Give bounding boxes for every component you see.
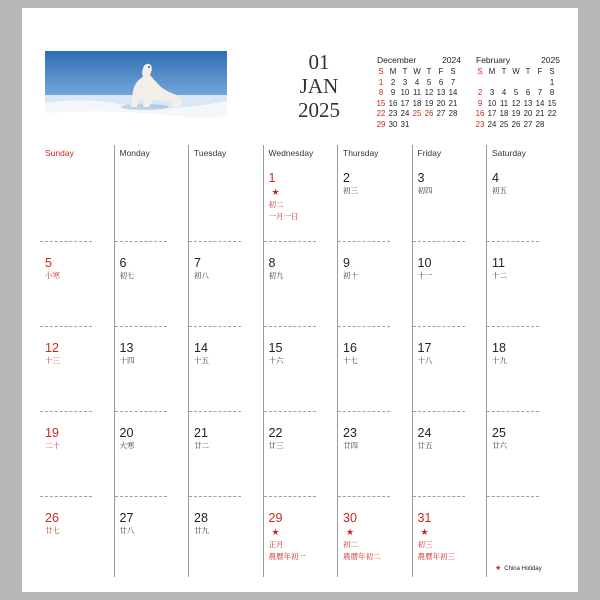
mini-day: 18 — [412, 98, 422, 108]
mini-day: 10 — [400, 88, 410, 98]
mini-day: 12 — [424, 88, 434, 98]
mini-weekday: S — [477, 67, 483, 76]
day-cell — [492, 341, 507, 366]
calendar-page — [22, 8, 578, 592]
day-number: 8 — [268, 256, 276, 270]
mini-day: 7 — [450, 77, 456, 87]
day-cell — [269, 341, 284, 366]
day-number: 9 — [343, 256, 350, 270]
lunar-date: 初七 — [119, 271, 135, 280]
weekday-header: Monday — [119, 148, 150, 158]
week-divider — [115, 326, 167, 327]
day-number-row — [269, 511, 307, 539]
lunar-date: 廿二 — [194, 441, 209, 450]
mini-day: 30 — [388, 119, 398, 129]
lunar-date: 十二 — [492, 271, 507, 280]
mini-day: 8 — [378, 88, 384, 98]
mini-day: 31 — [400, 119, 410, 129]
day-number: 6 — [119, 256, 127, 270]
day-number: 15 — [268, 341, 283, 355]
day-cell — [120, 341, 135, 366]
mini-day: 29 — [376, 119, 386, 129]
week-divider — [115, 241, 167, 242]
mini-day: 5 — [426, 77, 432, 87]
lunar-date: 十三 — [45, 356, 60, 365]
mini-day — [546, 120, 558, 131]
mini-day — [510, 78, 522, 89]
week-divider — [40, 326, 92, 327]
lunar-date: 十四 — [119, 356, 135, 365]
day-number: 1 — [268, 171, 276, 185]
mini-day: 26 — [424, 109, 434, 119]
day-cell — [45, 511, 60, 536]
mini-day: 6 — [438, 77, 444, 87]
lunar-date: 廿六 — [492, 441, 507, 450]
lunar-date: 初二 — [268, 200, 284, 209]
day-cell — [269, 171, 299, 222]
mini-weekday: T — [501, 67, 507, 76]
week-divider — [487, 496, 539, 497]
day-number: 7 — [194, 256, 201, 270]
month-grid — [39, 145, 564, 585]
mini-day: 17 — [400, 98, 410, 108]
day-number: 20 — [119, 426, 134, 440]
holiday-star-icon: ★ — [346, 527, 355, 537]
week-divider — [189, 496, 241, 497]
weekday-header: Wednesday — [268, 148, 314, 158]
day-number: 22 — [268, 426, 283, 440]
day-cell — [45, 256, 60, 281]
mini-day — [498, 78, 510, 89]
mini-weekday: M — [488, 67, 496, 76]
mini-day: 28 — [448, 109, 458, 119]
week-divider — [189, 241, 241, 242]
week-divider — [115, 411, 167, 412]
lunar-date: 十一 — [417, 271, 433, 280]
mini-day: 24 — [487, 119, 497, 129]
mini-day: 26 — [511, 119, 521, 129]
big-month-name: JAN — [299, 74, 339, 98]
lunar-date: 初八 — [194, 271, 209, 280]
day-cell — [269, 256, 284, 281]
day-cell — [418, 256, 433, 281]
mini-day: 16 — [475, 109, 485, 119]
festival-label: 農曆年初二 — [343, 552, 381, 561]
lunar-date: 廿九 — [194, 526, 209, 535]
holiday-star-icon: ★ — [271, 527, 280, 537]
mini-weekday: S — [549, 67, 555, 76]
lunar-date: 初九 — [268, 271, 284, 280]
day-cell — [120, 426, 135, 451]
mini-day: 6 — [525, 88, 531, 98]
mini-month-name: December — [377, 55, 417, 65]
mini-day: 23 — [388, 109, 398, 119]
day-cell — [194, 426, 209, 451]
weekday-header: Saturday — [492, 148, 527, 158]
mini-day: 7 — [537, 88, 543, 98]
week-divider — [338, 496, 390, 497]
mini-day — [486, 78, 498, 89]
day-number: 16 — [343, 341, 357, 355]
day-cell — [418, 426, 433, 451]
day-cell — [343, 511, 381, 562]
legend-label: China Holiday — [504, 566, 542, 572]
week-divider — [487, 241, 539, 242]
lunar-date: 小寒 — [45, 271, 60, 280]
mini-day: 17 — [487, 109, 497, 119]
festival-label: 一月一日 — [268, 212, 299, 221]
week-divider — [413, 411, 465, 412]
week-divider — [338, 411, 390, 412]
legend — [495, 564, 542, 572]
mini-day: 28 — [535, 119, 545, 129]
day-number: 13 — [119, 341, 134, 355]
day-number: 12 — [45, 341, 59, 355]
day-cell — [194, 511, 209, 536]
day-number: 14 — [194, 341, 208, 355]
mini-day: 23 — [475, 119, 485, 129]
mini-day — [447, 120, 459, 131]
week-divider — [338, 326, 390, 327]
day-number: 4 — [492, 171, 499, 185]
lunar-date: 二十 — [45, 441, 60, 450]
festival-label: 農曆年初三 — [417, 552, 455, 561]
mini-day: 5 — [513, 88, 519, 98]
mini-day: 8 — [549, 88, 555, 98]
lunar-date: 正月 — [268, 540, 284, 549]
weekday-header: Friday — [417, 148, 442, 158]
mini-day: 21 — [535, 109, 545, 119]
mini-weekday: F — [438, 67, 444, 76]
mini-day: 24 — [400, 109, 410, 119]
mini-day: 13 — [523, 98, 533, 108]
big-day-number: 01 — [308, 50, 330, 74]
mini-day: 25 — [499, 119, 509, 129]
day-cell — [120, 511, 135, 536]
mini-day: 22 — [547, 109, 557, 119]
week-divider — [40, 241, 92, 242]
day-cell — [492, 426, 507, 451]
day-number: 2 — [343, 171, 350, 185]
mini-day: 19 — [511, 109, 521, 119]
column-divider — [337, 145, 338, 577]
day-cell — [194, 256, 209, 281]
mini-day: 1 — [549, 77, 555, 87]
weekday-header: Thursday — [343, 148, 379, 158]
mini-day: 27 — [436, 109, 446, 119]
week-divider — [40, 411, 92, 412]
lunar-date: 初五 — [492, 186, 507, 195]
day-number: 10 — [417, 256, 432, 270]
lunar-date: 廿八 — [119, 526, 135, 535]
day-number: 18 — [492, 341, 506, 355]
mini-calendar-february — [474, 55, 560, 131]
lunar-date: 初十 — [343, 271, 358, 280]
mini-day: 19 — [424, 98, 434, 108]
column-divider — [114, 145, 115, 577]
mini-day: 11 — [412, 88, 422, 98]
day-cell — [343, 256, 358, 281]
day-number: 30 — [343, 511, 357, 525]
day-number: 3 — [417, 171, 425, 185]
mini-day — [474, 78, 486, 89]
lunar-date: 十九 — [492, 356, 507, 365]
day-number: 29 — [268, 511, 283, 525]
mini-day: 10 — [487, 98, 497, 108]
lunar-date: 廿七 — [45, 526, 60, 535]
mini-weekday: W — [413, 67, 421, 76]
mini-day: 13 — [436, 88, 446, 98]
mini-month-name: February — [476, 55, 511, 65]
polar-bear-photo — [45, 51, 227, 126]
lunar-date: 十六 — [268, 356, 284, 365]
week-divider — [115, 496, 167, 497]
weekday-header: Tuesday — [194, 148, 227, 158]
day-number: 17 — [417, 341, 432, 355]
holiday-star-icon: ★ — [271, 187, 280, 197]
lunar-date: 初三 — [417, 540, 433, 549]
day-number-row — [418, 511, 456, 539]
day-cell — [343, 171, 358, 196]
lunar-date: 初三 — [343, 186, 358, 195]
day-number: 25 — [492, 426, 506, 440]
mini-weekday: M — [389, 67, 397, 76]
day-number: 28 — [194, 511, 208, 525]
month-title — [254, 50, 384, 122]
week-divider — [264, 411, 316, 412]
day-number: 24 — [417, 426, 432, 440]
lunar-date: 大寒 — [119, 441, 135, 450]
week-divider — [413, 241, 465, 242]
mini-day: 22 — [376, 109, 386, 119]
week-divider — [40, 496, 92, 497]
day-cell — [492, 171, 507, 196]
mini-day: 18 — [499, 109, 509, 119]
day-cell — [418, 171, 433, 196]
day-cell — [343, 341, 358, 366]
week-divider — [338, 241, 390, 242]
day-number: 5 — [45, 256, 52, 270]
day-number: 26 — [45, 511, 59, 525]
mini-day: 12 — [511, 98, 521, 108]
mini-day: 3 — [489, 88, 495, 98]
day-number-row — [269, 171, 299, 199]
mini-day: 4 — [501, 88, 507, 98]
day-cell — [418, 511, 456, 562]
mini-day: 9 — [477, 98, 483, 108]
lunar-date: 十八 — [417, 356, 433, 365]
week-divider — [189, 326, 241, 327]
mini-day: 27 — [523, 119, 533, 129]
mini-day: 2 — [477, 88, 483, 98]
day-cell — [492, 256, 507, 281]
day-cell — [120, 256, 135, 281]
holiday-star-icon: ★ — [420, 527, 429, 537]
mini-day: 15 — [376, 98, 386, 108]
mini-day: 16 — [388, 98, 398, 108]
mini-day — [411, 120, 423, 131]
column-divider — [486, 145, 487, 577]
lunar-date: 初二 — [343, 540, 358, 549]
week-divider — [264, 241, 316, 242]
big-year: 2025 — [298, 98, 340, 122]
column-divider — [188, 145, 189, 577]
mini-day: 9 — [390, 88, 396, 98]
column-divider — [412, 145, 413, 577]
lunar-date: 初四 — [417, 186, 433, 195]
mini-day — [534, 78, 546, 89]
day-number: 11 — [492, 256, 505, 270]
lunar-date: 廿五 — [417, 441, 433, 450]
day-cell — [45, 426, 60, 451]
mini-weekday: S — [450, 67, 456, 76]
mini-day: 2 — [390, 77, 396, 87]
column-divider — [263, 145, 264, 577]
week-divider — [487, 411, 539, 412]
week-divider — [413, 326, 465, 327]
mini-day: 21 — [448, 98, 458, 108]
week-divider — [413, 496, 465, 497]
lunar-date: 十七 — [343, 356, 358, 365]
mini-day: 4 — [414, 77, 420, 87]
mini-weekday: T — [426, 67, 432, 76]
day-cell — [269, 426, 284, 451]
mini-weekday: T — [525, 67, 531, 76]
mini-day: 15 — [547, 98, 557, 108]
mini-day: 11 — [499, 98, 509, 108]
day-cell — [269, 511, 307, 562]
day-number: 21 — [194, 426, 208, 440]
day-number: 23 — [343, 426, 357, 440]
lunar-date: 十五 — [194, 356, 209, 365]
mini-day: 25 — [412, 109, 422, 119]
day-number: 27 — [119, 511, 134, 525]
mini-day — [423, 120, 435, 131]
mini-day: 20 — [436, 98, 446, 108]
mini-day: 3 — [402, 77, 408, 87]
lunar-date: 廿三 — [268, 441, 284, 450]
festival-label: 農曆年初一 — [268, 552, 306, 561]
week-divider — [487, 326, 539, 327]
day-cell — [418, 341, 433, 366]
mini-month-year: 2024 — [442, 55, 461, 65]
mini-day: 20 — [523, 109, 533, 119]
mini-day: 14 — [535, 98, 545, 108]
mini-month-year: 2025 — [541, 55, 560, 65]
weekday-header: Sunday — [45, 148, 74, 158]
mini-day — [522, 78, 534, 89]
day-cell — [194, 341, 209, 366]
mini-calendar-december — [375, 55, 461, 131]
week-divider — [189, 411, 241, 412]
day-number: 19 — [45, 426, 59, 440]
day-cell — [45, 341, 60, 366]
day-number: 31 — [417, 511, 432, 525]
mini-weekday: F — [537, 67, 543, 76]
mini-day: 14 — [448, 88, 458, 98]
mini-weekday: T — [402, 67, 408, 76]
mini-weekday: W — [512, 67, 520, 76]
mini-day — [435, 120, 447, 131]
star-icon: ★ — [495, 565, 502, 572]
day-cell — [343, 426, 358, 451]
week-divider — [264, 326, 316, 327]
mini-weekday: S — [378, 67, 384, 76]
day-number-row — [343, 511, 381, 539]
lunar-date: 廿四 — [343, 441, 358, 450]
mini-day: 1 — [378, 77, 384, 87]
week-divider — [264, 496, 316, 497]
